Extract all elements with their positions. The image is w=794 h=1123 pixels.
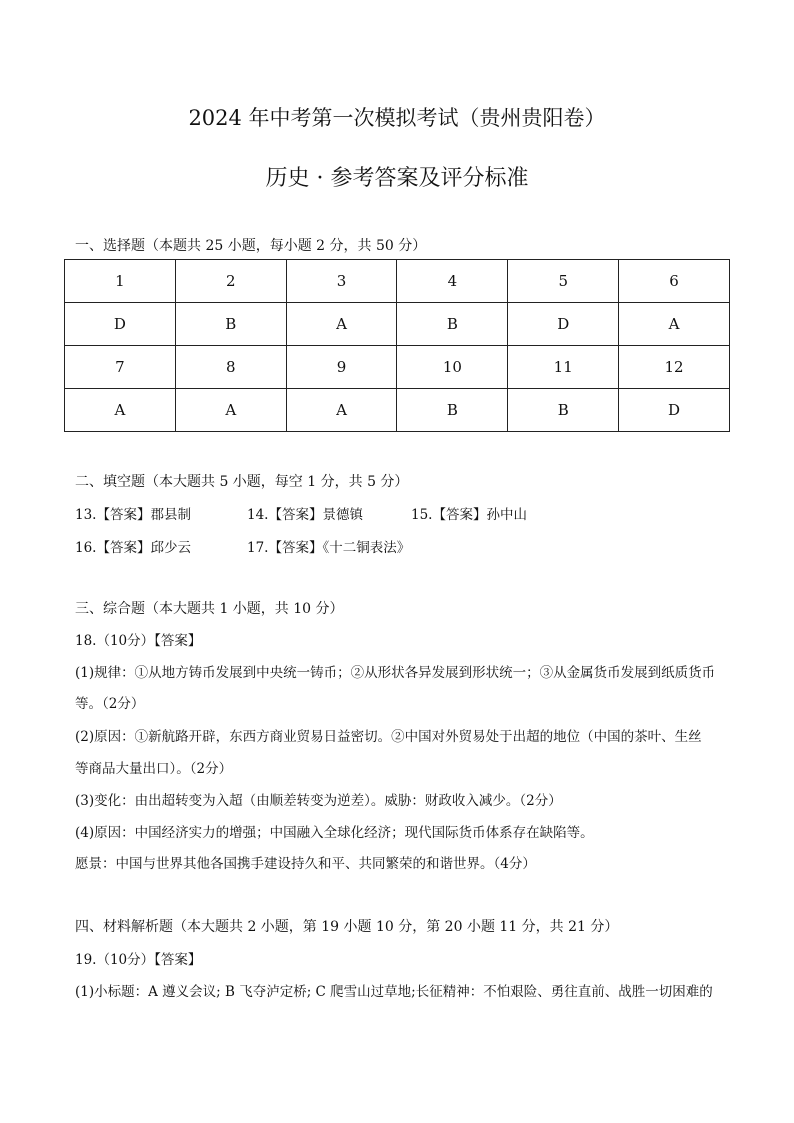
table-row	[65, 260, 730, 303]
table-cell: 7	[65, 346, 176, 389]
section3-line: 愿景：中国与世界其他各国携手建设持久和平、共同繁荣的和谐世界。（4分）	[75, 856, 536, 872]
table-cell: 9	[286, 346, 397, 389]
table-cell: A	[286, 389, 397, 432]
section2-heading: 二、填空题（本大题共 5 小题，每空 1 分，共 5 分）	[75, 474, 409, 490]
table-cell: A	[619, 303, 730, 346]
answer-13: 13.【答案】郡县制	[75, 507, 191, 523]
table-cell: A	[175, 389, 286, 432]
answer-table	[64, 259, 730, 432]
answer-17: 17.【答案】《十二铜表法》	[247, 540, 411, 556]
table-cell: D	[508, 303, 619, 346]
section3-line: (3)变化：由出超转变为入超（由顺差转变为逆差）。威胁：财政收入减少。（2分）	[75, 793, 562, 809]
table-cell: 12	[619, 346, 730, 389]
table-cell: 2	[175, 260, 286, 303]
table-cell: B	[175, 303, 286, 346]
section3-line: 等。（2分）	[75, 696, 145, 712]
table-cell: B	[508, 389, 619, 432]
table-cell: 1	[65, 260, 176, 303]
table-cell: 6	[619, 260, 730, 303]
section4-heading: 四、材料解析题（本大题共 2 小题，第 19 小题 10 分，第 20 小题 11 分，共 21 分）	[75, 919, 619, 935]
table-cell: 10	[397, 346, 508, 389]
section3-line: 18.（10分）【答案】	[75, 633, 202, 649]
answer-15: 15.【答案】孙中山	[411, 507, 527, 523]
table-cell: B	[397, 303, 508, 346]
table-cell: B	[397, 389, 508, 432]
table-cell: 4	[397, 260, 508, 303]
table-cell: 8	[175, 346, 286, 389]
section1-heading: 一、选择题（本题共 25 小题，每小题 2 分，共 50 分）	[75, 238, 427, 254]
table-row	[65, 389, 730, 432]
table-row	[65, 303, 730, 346]
table-cell: D	[619, 389, 730, 432]
table-cell: A	[286, 303, 397, 346]
table-cell: D	[65, 303, 176, 346]
section4-line: (1)小标题：A 遵义会议; B 飞夺泸定桥; C 爬雪山过草地;长征精神：不怕艰险、勇往直前、战胜一切困难的	[75, 984, 713, 1000]
document-title: 2024 年中考第一次模拟考试（贵州贵阳卷）	[188, 106, 606, 130]
table-cell: 5	[508, 260, 619, 303]
document-subtitle: 历史 · 参考答案及评分标准	[265, 166, 529, 191]
section3-heading: 三、综合题（本大题共 1 小题，共 10 分）	[75, 601, 344, 617]
answer-16: 16.【答案】邱少云	[75, 540, 191, 556]
table-cell: 11	[508, 346, 619, 389]
section3-line: (1)规律：①从地方铸币发展到中央统一铸币；②从形状各异发展到形状统一；③从金属货币发展到纸质货币	[75, 665, 716, 681]
section3-line: 等商品大量出口）。（2分）	[75, 761, 233, 777]
table-cell: 3	[286, 260, 397, 303]
section3-line: (4)原因：中国经济实力的增强；中国融入全球化经济；现代国际货币体系存在缺陷等。	[75, 825, 594, 841]
answer-14: 14.【答案】景德镇	[247, 507, 363, 523]
table-cell: A	[65, 389, 176, 432]
section3-line: (2)原因：①新航路开辟，东西方商业贸易日益密切。②中国对外贸易处于出超的地位（中国的茶叶、生丝	[75, 729, 702, 745]
section4-line: 19.（10分）【答案】	[75, 952, 202, 968]
table-row	[65, 346, 730, 389]
